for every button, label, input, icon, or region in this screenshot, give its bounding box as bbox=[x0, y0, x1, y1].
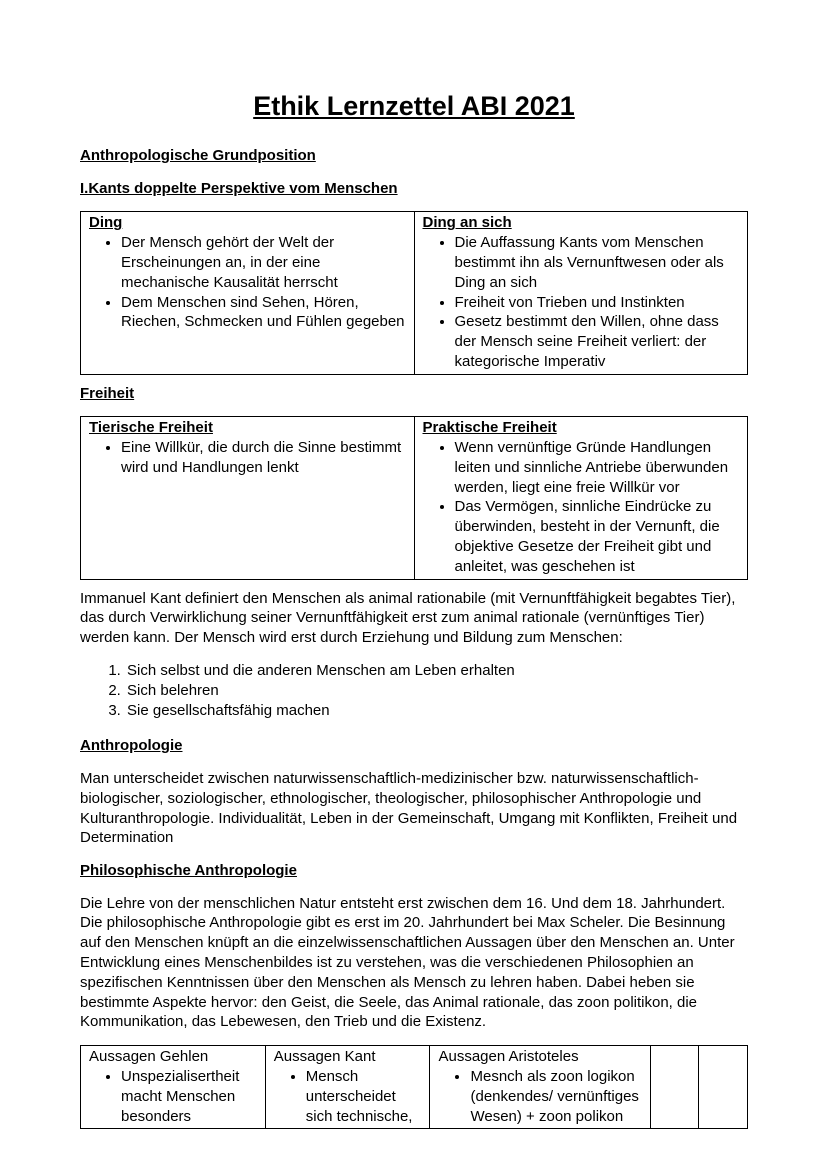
paragraph-philosophische-anthropologie: Die Lehre von der menschlichen Natur entsteht erst zwischen dem 16. Und dem 18. Jahrhundert. Die philosophische Anthropologie gibt es erst im 20. Jahrhundert bei Max Scheler. Die Besinnung auf den Menschen knüpft an die einzelwissenschaftlichen Aussagen über den Menschen an. Unter Entwicklung eines Menschenbildes ist zu verstehen, was die verschiedenen Philosophien an spezifischen Kenntnissen über den Menschen als Mensch zu lehren haben. Dabei heben sie bestimmte Aspekte hervor: den Geist, die Seele, das Animal rationale, das zoon politikon, die Kommunikation, das Lebewesen, den Trieb und die Existenz. bbox=[80, 894, 735, 1031]
bullet-item: • Wenn vernünftige Gründe Handlungen leiten und sinnliche Antriebe überwunden werden, liegt eine freie Willkür vor bbox=[455, 438, 740, 497]
cell-header-tierische-freiheit: Tierische Freiheit bbox=[89, 419, 213, 437]
bullet-list bbox=[423, 233, 740, 372]
table-ding-ding-an-sich bbox=[80, 211, 748, 374]
numbered-list-erziehung bbox=[80, 661, 748, 720]
cell-aussagen-aristoteles bbox=[430, 1046, 650, 1129]
bullet-item: • Das Vermögen, sinnliche Eindrücke zu überwinden, besteht in der Vernunft, die objektive Gesetze der Freiheit gibt und anleitet, was geschehen ist bbox=[455, 497, 740, 576]
cell-ding bbox=[81, 212, 415, 374]
numbered-item: 1. Sich selbst und die anderen Menschen am Leben erhalten bbox=[125, 661, 748, 681]
bullet-item: • Die Auffassung Kants vom Menschen bestimmt ihn als Vernunftwesen oder als Ding an sich bbox=[455, 233, 740, 292]
heading-anthropologische-grundposition: Anthropologische Grundposition bbox=[80, 147, 316, 165]
cell-empty-1 bbox=[650, 1046, 699, 1129]
cell-header-aussagen-gehlen: Aussagen Gehlen bbox=[89, 1048, 209, 1066]
table-freiheit bbox=[80, 416, 748, 579]
numbered-item: 2. Sich belehren bbox=[125, 681, 748, 701]
heading-freiheit: Freiheit bbox=[80, 384, 135, 402]
document-title: Ethik Lernzettel ABI 2021 bbox=[253, 91, 575, 121]
bullet-list bbox=[89, 233, 406, 332]
cell-empty-2 bbox=[699, 1046, 748, 1129]
cell-praktische-freiheit bbox=[414, 417, 748, 579]
bullet-item: • Eine Willkür, die durch die Sinne bestimmt wird und Handlungen lenkt bbox=[121, 438, 406, 478]
cell-aussagen-kant bbox=[265, 1046, 430, 1129]
bullet-item: • Gesetz bestimmt den Willen, ohne dass der Mensch seine Freiheit verliert: der kategorische Imperativ bbox=[455, 312, 740, 371]
bullet-item: • Der Mensch gehört der Welt der Erscheinungen an, in der eine mechanische Kausalität herrscht bbox=[121, 233, 406, 292]
bullet-item: • Mesnch als zoon logikon (denkendes/ vernünftiges Wesen) + zoon polikon bbox=[470, 1067, 641, 1126]
numbered-item: 3. Sie gesellschaftsfähig machen bbox=[125, 701, 748, 721]
cell-header-praktische-freiheit: Praktische Freiheit bbox=[422, 419, 557, 437]
bullet-item: • Dem Menschen sind Sehen, Hören, Riechen, Schmecken und Fühlen gegeben bbox=[121, 293, 406, 333]
heading-philosophische-anthropologie: Philosophische Anthropologie bbox=[80, 862, 297, 880]
cell-header-ding-an-sich: Ding an sich bbox=[422, 214, 512, 232]
cell-aussagen-gehlen bbox=[81, 1046, 266, 1129]
table-aussagen bbox=[80, 1045, 748, 1129]
bullet-list bbox=[89, 1067, 257, 1126]
bullet-list bbox=[89, 438, 406, 478]
cell-header-aussagen-aristoteles: Aussagen Aristoteles bbox=[438, 1048, 579, 1066]
cell-tierische-freiheit bbox=[81, 417, 415, 579]
heading-kants-doppelte-perspektive: I.Kants doppelte Perspektive vom Menschen bbox=[80, 179, 398, 197]
bullet-list bbox=[438, 1067, 641, 1126]
paragraph-kant-definition: Immanuel Kant definiert den Menschen als animal rationabile (mit Vernunftfähigkeit begabtes Tier), das durch Verwirklichung seiner Vernunftfähigkeit erst zum animal rationale (vernünftiges Tier) werden kann. Der Mensch wird erst durch Erziehung und Bildung zum Menschen: bbox=[80, 589, 736, 647]
paragraph-anthropologie: Man unterscheidet zwischen naturwissenschaftlich-medizinischer bzw. naturwissenschaftlich-biologischer, soziologischer, ethnologischer, theologischer, philosophischer Anthropologie und Kulturanthropologie. Individualität, Leben in der Gemeinschaft, Umgang mit Konflikten, Freiheit und Determination bbox=[80, 769, 738, 847]
heading-anthropologie: Anthropologie bbox=[80, 737, 183, 755]
cell-header-ding: Ding bbox=[89, 214, 123, 232]
bullet-item: • Mensch unterscheidet sich technische, bbox=[306, 1067, 422, 1126]
bullet-list bbox=[274, 1067, 422, 1126]
cell-ding-an-sich bbox=[414, 212, 748, 374]
bullet-item: • Unspezialisertheit macht Menschen besonders bbox=[121, 1067, 257, 1126]
cell-header-aussagen-kant: Aussagen Kant bbox=[273, 1048, 376, 1066]
bullet-list bbox=[423, 438, 740, 577]
bullet-item: • Freiheit von Trieben und Instinkten bbox=[455, 293, 740, 313]
